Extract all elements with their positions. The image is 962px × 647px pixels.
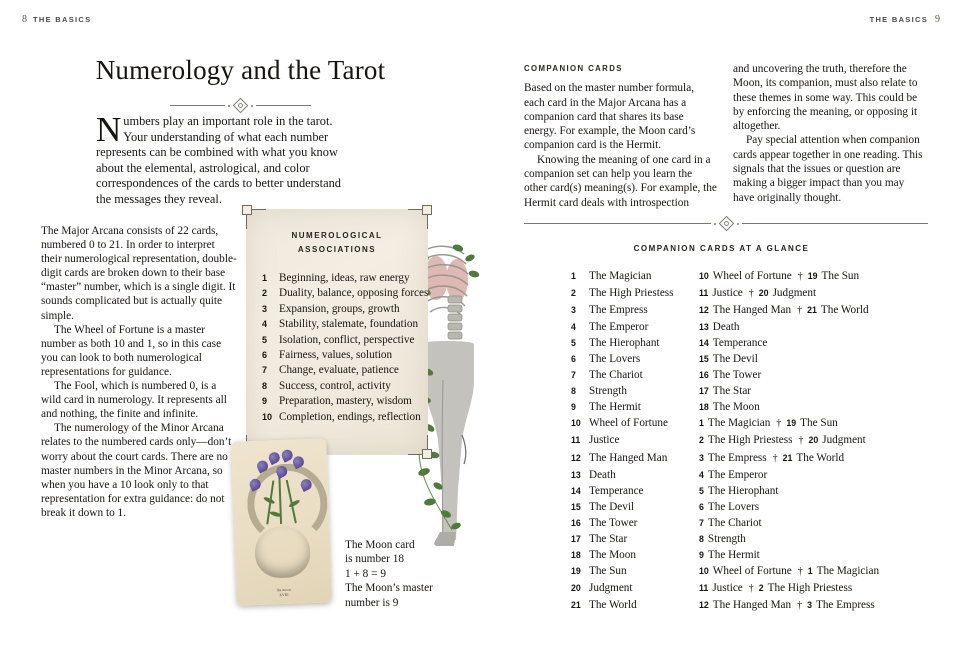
card-number: 3 bbox=[699, 452, 704, 463]
left-body-column bbox=[41, 224, 237, 520]
card-name: Temperance bbox=[589, 484, 644, 497]
companion-card-entry bbox=[571, 319, 699, 335]
card-number: 16 bbox=[571, 517, 581, 528]
companion-cards-column-1 bbox=[524, 62, 717, 210]
numerological-associations-box bbox=[246, 209, 428, 455]
companion-card-pair bbox=[699, 515, 901, 531]
association-text: Expansion, groups, growth bbox=[279, 302, 400, 315]
companion-card-pair bbox=[699, 499, 901, 515]
card-number: 18 bbox=[699, 402, 709, 413]
card-name: The Empress bbox=[707, 451, 767, 464]
card-name: The Chariot bbox=[707, 516, 762, 529]
card-number: 4 bbox=[571, 322, 576, 333]
card-name: The World bbox=[820, 304, 869, 317]
dagger-icon: † bbox=[776, 418, 782, 430]
dagger-icon: † bbox=[797, 271, 803, 282]
moon-caption-line: The Moon’s master bbox=[345, 582, 433, 595]
card-number: 14 bbox=[699, 338, 709, 349]
card-number: 16 bbox=[699, 370, 709, 381]
companion-card-entry bbox=[571, 563, 699, 580]
dagger-icon: † bbox=[772, 452, 778, 464]
body-paragraph: The Wheel of Fortune is a master number as both 10 and 1, so in this case you can look to both numerological representations for guidance. bbox=[41, 323, 222, 378]
companion-card-pair bbox=[699, 531, 901, 547]
association-number: 2 bbox=[262, 288, 268, 299]
table-row bbox=[571, 563, 901, 580]
association-text: Preparation, mastery, wisdom bbox=[279, 395, 412, 408]
box-knob-top-left bbox=[242, 205, 252, 215]
card-number: 3 bbox=[807, 599, 812, 610]
card-number: 17 bbox=[571, 533, 581, 544]
card-name: Wheel of Fortune bbox=[589, 417, 668, 430]
moon-caption-line: The Moon card bbox=[345, 539, 415, 551]
body-paragraph: Pay special attention when companion cards appear together in one reading. This signals that the issues or question are making a bigger impact than you may have originally thought. bbox=[733, 134, 923, 204]
companion-card-entry bbox=[571, 547, 699, 563]
association-number: 3 bbox=[262, 303, 268, 314]
table-row bbox=[571, 285, 901, 302]
page-title: Numerology and the Tarot bbox=[95, 55, 386, 85]
rule-line-left bbox=[524, 223, 711, 224]
card-name: The Hermit bbox=[589, 401, 641, 414]
table-row bbox=[571, 399, 901, 415]
card-name: Death bbox=[712, 321, 740, 334]
card-name: Judgment bbox=[589, 581, 633, 594]
dagger-icon: † bbox=[748, 582, 754, 594]
companion-card-entry bbox=[571, 335, 699, 351]
table-row bbox=[571, 319, 901, 335]
companion-card-pair bbox=[699, 285, 901, 302]
card-name: The Hanged Man bbox=[712, 304, 792, 317]
card-name: The Sun bbox=[800, 417, 838, 430]
card-caption bbox=[236, 586, 331, 598]
table-row bbox=[571, 483, 901, 499]
card-name: The Hermit bbox=[707, 548, 760, 561]
card-name: Justice bbox=[712, 581, 743, 594]
association-text: Isolation, conflict, perspective bbox=[279, 333, 415, 346]
running-head-right bbox=[870, 14, 940, 25]
table-row bbox=[571, 531, 901, 547]
card-number: 13 bbox=[571, 469, 581, 480]
rule-dot-right bbox=[737, 223, 739, 225]
companion-card-entry bbox=[571, 367, 699, 383]
association-number: 7 bbox=[262, 365, 268, 376]
numerological-association-row bbox=[262, 302, 420, 317]
table-row bbox=[571, 467, 901, 483]
card-number: 6 bbox=[699, 501, 704, 512]
card-number: 9 bbox=[699, 549, 704, 560]
companion-card-entry bbox=[571, 515, 699, 531]
table-row bbox=[571, 597, 901, 614]
card-number: 15 bbox=[571, 501, 581, 512]
companion-cards-column-2 bbox=[733, 62, 926, 205]
rule-line-right bbox=[256, 105, 311, 106]
companion-card-pair bbox=[699, 302, 901, 319]
card-number: 21 bbox=[571, 599, 581, 610]
companion-card-entry bbox=[571, 450, 699, 467]
card-number: 10 bbox=[571, 418, 581, 429]
body-paragraph: The numerology of the Minor Arcana relates to the numbered cards only—don’t worry about the court cards. There are no master numbers in the Minor Arcana, so when you have a 10 look only to that representation for extra guidance: do not break it down to 1. bbox=[41, 422, 232, 519]
card-number: 8 bbox=[571, 386, 576, 397]
card-name: The Sun bbox=[821, 270, 860, 282]
moon-caption-line: is number 18 bbox=[345, 553, 404, 566]
card-number: 8 bbox=[699, 533, 704, 544]
card-number: 14 bbox=[571, 485, 581, 496]
companion-card-pair bbox=[699, 399, 901, 415]
card-name: The High Priestess bbox=[589, 287, 674, 300]
card-number: 19 bbox=[786, 418, 797, 429]
card-number: 4 bbox=[699, 469, 704, 480]
card-name: The Hierophant bbox=[589, 337, 660, 350]
companion-card-pair bbox=[699, 383, 901, 399]
moon-caption-line: number is 9 bbox=[345, 596, 399, 609]
card-name: The Empress bbox=[589, 304, 648, 317]
companion-card-pair bbox=[699, 547, 901, 563]
card-number: 10 bbox=[699, 565, 709, 576]
body-paragraph: The Major Arcana consists of 22 cards, numbered 0 to 21. In order to interpret their numerological representation, double-digit cards are broken down to their base “master” number, which is a single digit. It sounds complicated but is actually quite simple. bbox=[41, 225, 237, 322]
card-name: The Emperor bbox=[707, 468, 768, 481]
association-text: Stability, stalemate, foundation bbox=[279, 318, 419, 331]
numerological-association-row bbox=[262, 333, 420, 348]
rule-dot-left bbox=[228, 105, 230, 107]
rule-dot-left bbox=[714, 223, 716, 225]
table-row bbox=[571, 351, 901, 367]
running-head-right-label: THE BASICS bbox=[869, 15, 928, 24]
companion-card-pair bbox=[699, 597, 901, 614]
card-name: The Magician bbox=[816, 564, 880, 577]
companion-card-entry bbox=[571, 499, 699, 515]
card-number: 1 bbox=[807, 565, 813, 576]
card-name: Wheel of Fortune bbox=[712, 564, 792, 577]
table-row bbox=[571, 268, 901, 285]
companion-card-pair bbox=[699, 351, 901, 367]
box-knob-bottom-right bbox=[422, 449, 432, 459]
companion-card-pair bbox=[699, 580, 901, 597]
card-number: 5 bbox=[571, 338, 576, 349]
card-number: 1 bbox=[699, 418, 704, 429]
card-name: The Star bbox=[589, 532, 628, 545]
companion-card-entry bbox=[571, 580, 699, 597]
association-text: Fairness, values, solution bbox=[279, 349, 393, 362]
card-number: 10 bbox=[699, 271, 709, 281]
card-name: The Magician bbox=[589, 270, 652, 282]
table-row bbox=[571, 515, 901, 531]
card-name: The Sun bbox=[589, 564, 627, 577]
card-name: Wheel of Fortune bbox=[712, 270, 792, 282]
card-name: The Magician bbox=[707, 417, 771, 430]
association-number: 6 bbox=[262, 350, 268, 361]
companion-card-entry bbox=[571, 531, 699, 547]
lede-paragraph bbox=[96, 110, 348, 208]
companion-card-entry bbox=[571, 285, 699, 302]
card-flower bbox=[267, 450, 282, 465]
card-number: 17 bbox=[699, 386, 709, 397]
rule-line-left bbox=[170, 105, 225, 106]
companion-card-entry bbox=[571, 483, 699, 499]
body-paragraph: Based on the master number formula, each card in the Major Arcana has a companion card that shares its base energy. For example, the Moon card’s companion card is the Hermit. bbox=[524, 82, 696, 152]
numerological-association-row bbox=[262, 286, 429, 301]
card-number: 2 bbox=[699, 435, 704, 446]
table-row bbox=[571, 450, 901, 467]
association-text: Change, evaluate, patience bbox=[279, 364, 399, 377]
companion-card-pair bbox=[699, 319, 901, 335]
card-number: 20 bbox=[571, 582, 581, 593]
section-title: COMPANION CARDS AT A GLANCE bbox=[633, 244, 810, 253]
card-name: Judgment bbox=[822, 434, 866, 447]
table-row bbox=[571, 499, 901, 515]
card-number: 12 bbox=[699, 305, 709, 316]
tarot-card-moon[interactable] bbox=[231, 438, 332, 605]
body-paragraph: The Fool, which is numbered 0, is a wild card in numerology. It represents all and nothing, the finite and infinite. bbox=[41, 380, 227, 421]
dagger-icon: † bbox=[748, 288, 754, 300]
companion-card-entry bbox=[571, 268, 699, 285]
table-row bbox=[571, 432, 901, 449]
table-row bbox=[571, 367, 901, 383]
companion-card-pair bbox=[699, 467, 901, 483]
card-name: Strength bbox=[589, 385, 627, 398]
companion-cards-table bbox=[571, 268, 901, 614]
card-number: 11 bbox=[699, 582, 709, 593]
companion-card-entry bbox=[571, 302, 699, 319]
card-number: 9 bbox=[571, 402, 576, 413]
card-name: The Moon bbox=[712, 401, 760, 414]
association-text: Completion, endings, reflection bbox=[279, 410, 421, 423]
card-number: 12 bbox=[571, 452, 581, 463]
card-name: The Star bbox=[712, 385, 752, 398]
numerological-association-row bbox=[262, 363, 420, 378]
companion-card-entry bbox=[571, 415, 699, 432]
card-number: 20 bbox=[808, 435, 819, 446]
companion-card-pair bbox=[699, 450, 901, 467]
card-number: 1 bbox=[571, 271, 576, 281]
diamond-ornament-icon bbox=[233, 98, 249, 114]
numerological-box-title-line2: ASSOCIATIONS bbox=[297, 245, 377, 254]
card-name: The Devil bbox=[712, 353, 758, 366]
companion-card-entry bbox=[571, 399, 699, 415]
companion-cards-kicker: COMPANION CARDS bbox=[524, 64, 623, 73]
rule-line-right bbox=[742, 223, 929, 224]
card-number: 7 bbox=[571, 370, 576, 381]
card-moon-body bbox=[254, 525, 311, 579]
numerological-box-title-line1: NUMEROLOGICAL bbox=[291, 231, 383, 240]
table-row bbox=[571, 547, 901, 563]
companion-card-pair bbox=[699, 268, 901, 285]
numerological-association-row bbox=[262, 271, 420, 286]
association-number: 1 bbox=[262, 273, 268, 283]
card-name: Strength bbox=[707, 532, 746, 545]
card-name: The Hanged Man bbox=[712, 598, 792, 611]
companion-card-pair bbox=[699, 563, 901, 580]
table-row bbox=[571, 302, 901, 319]
diamond-ornament-icon bbox=[718, 216, 734, 232]
association-text: Success, control, activity bbox=[279, 379, 391, 392]
numerological-association-row bbox=[262, 410, 420, 425]
companion-card-entry bbox=[571, 467, 699, 483]
table-row bbox=[571, 383, 901, 399]
section-ornament-rule bbox=[524, 218, 928, 229]
moon-caption-line: 1 + 8 = 9 bbox=[345, 567, 386, 580]
companion-card-entry bbox=[571, 432, 699, 449]
dagger-icon: † bbox=[797, 599, 803, 611]
card-name: Justice bbox=[712, 287, 743, 300]
card-number: 7 bbox=[699, 517, 704, 528]
association-text: Beginning, ideas, raw energy bbox=[279, 272, 410, 284]
lede-text: umbers play an important role in the tarot. Your understanding of what each number represents can be combined with what you know about the elemental, astrological, and color correspondences of the cards to better understand the messages they reveal. bbox=[96, 114, 341, 206]
card-number: 15 bbox=[699, 354, 709, 365]
card-name: The Emperor bbox=[589, 321, 649, 334]
card-number: 18 bbox=[571, 549, 581, 560]
numerological-box-title bbox=[246, 229, 428, 257]
card-name: The Tower bbox=[589, 516, 638, 529]
card-name: The World bbox=[796, 451, 845, 464]
card-name: The Tower bbox=[712, 369, 762, 382]
running-head-left-label: THE BASICS bbox=[33, 15, 92, 24]
drop-cap: N bbox=[96, 110, 122, 149]
card-name: The Chariot bbox=[589, 369, 643, 382]
companion-card-entry bbox=[571, 383, 699, 399]
association-text: Duality, balance, opposing forces bbox=[279, 287, 429, 300]
numerological-associations-list bbox=[262, 271, 429, 425]
card-number: 21 bbox=[782, 452, 793, 463]
card-name: The Hierophant bbox=[707, 484, 779, 497]
association-number: 4 bbox=[262, 319, 268, 330]
card-number: 21 bbox=[807, 305, 817, 316]
companion-card-entry bbox=[571, 597, 699, 614]
card-name: The Hanged Man bbox=[589, 451, 668, 464]
body-paragraph: and uncovering the truth, therefore the Moon, its companion, must also relate to these themes in some way. This could be by enforcing the meaning, or opposing it altogether. bbox=[733, 63, 918, 133]
card-name: Death bbox=[589, 468, 616, 481]
card-caption-name: the moon bbox=[276, 587, 292, 593]
card-name: The Devil bbox=[589, 500, 635, 513]
dagger-icon: † bbox=[797, 305, 803, 317]
card-number: 20 bbox=[758, 288, 769, 299]
table-row bbox=[571, 580, 901, 597]
box-knob-top-right bbox=[422, 205, 432, 215]
numerological-association-row bbox=[262, 348, 420, 363]
running-head-left bbox=[22, 14, 91, 25]
folio-right: 9 bbox=[935, 14, 940, 25]
card-number: 11 bbox=[571, 435, 581, 446]
card-number: 11 bbox=[699, 288, 709, 299]
association-number: 5 bbox=[262, 334, 268, 345]
moon-card-caption bbox=[345, 538, 475, 610]
card-name: The Moon bbox=[589, 548, 636, 561]
dagger-icon: † bbox=[798, 435, 804, 447]
card-number: 19 bbox=[807, 271, 818, 281]
card-name: The Empress bbox=[816, 598, 875, 611]
association-number: 10 bbox=[262, 411, 273, 422]
card-name: Temperance bbox=[712, 337, 768, 350]
association-number: 9 bbox=[262, 396, 268, 407]
card-number: 6 bbox=[571, 354, 576, 365]
companion-card-pair bbox=[699, 483, 901, 499]
card-number: 2 bbox=[571, 288, 576, 299]
rule-dot-right bbox=[251, 105, 253, 107]
card-name: Justice bbox=[589, 434, 620, 447]
numerological-association-row bbox=[262, 379, 420, 394]
companion-card-pair bbox=[699, 335, 901, 351]
companion-card-pair bbox=[699, 432, 901, 449]
dagger-icon: † bbox=[797, 565, 803, 577]
card-name: The High Priestess bbox=[767, 581, 853, 594]
body-paragraph: Knowing the meaning of one card in a companion set can help you learn the other card(s) meaning(s). For example, the Hermit card deals with introspection bbox=[524, 153, 717, 209]
card-number: 19 bbox=[571, 565, 581, 576]
card-name: Judgment bbox=[772, 287, 817, 300]
card-number: 13 bbox=[699, 322, 709, 333]
card-number: 12 bbox=[699, 599, 709, 610]
card-number: 5 bbox=[699, 485, 704, 496]
folio-left: 8 bbox=[22, 14, 27, 25]
table-row bbox=[571, 415, 901, 432]
companion-card-pair bbox=[699, 367, 901, 383]
card-name: The High Priestess bbox=[707, 434, 793, 447]
companion-card-pair bbox=[699, 415, 901, 432]
card-name: The Lovers bbox=[707, 500, 760, 513]
table-row bbox=[571, 335, 901, 351]
card-name: The Lovers bbox=[589, 353, 641, 366]
association-number: 8 bbox=[262, 380, 268, 391]
card-caption-numeral: XVIII bbox=[279, 592, 289, 597]
numerological-association-row bbox=[262, 394, 420, 409]
card-number: 2 bbox=[758, 582, 764, 593]
card-name: The World bbox=[589, 598, 637, 611]
companion-card-entry bbox=[571, 351, 699, 367]
numerological-association-row bbox=[262, 317, 420, 332]
title-ornament-rule bbox=[170, 100, 311, 111]
card-number: 3 bbox=[571, 305, 576, 316]
